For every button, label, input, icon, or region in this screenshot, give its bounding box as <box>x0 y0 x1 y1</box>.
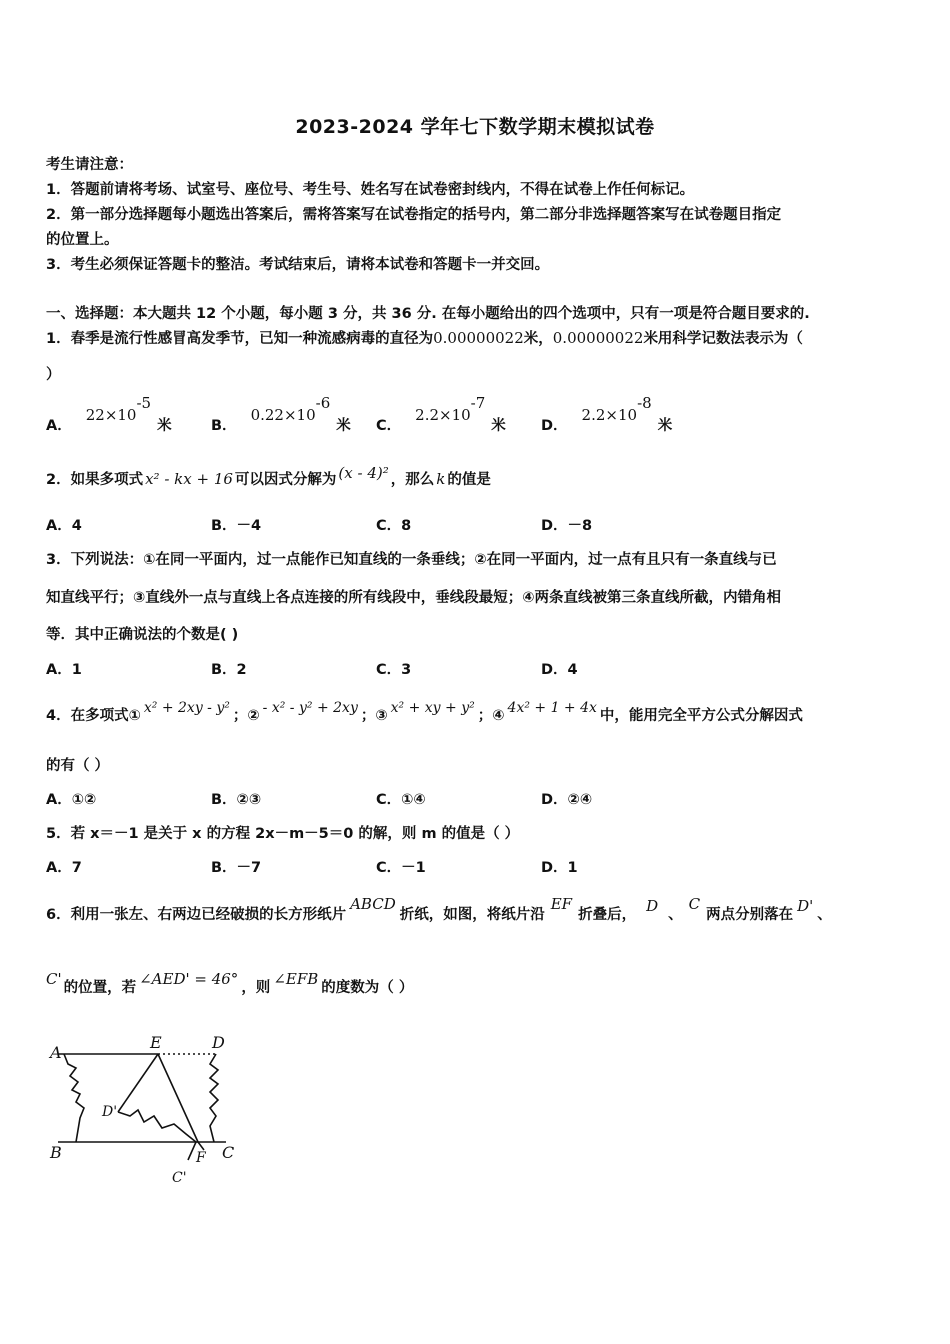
notice-item-2: 2．第一部分选择题每小题选出答案后，需将答案写在试卷指定的括号内，第二部分非选择题答案写在试卷题目指定 <box>46 207 782 223</box>
label-f: F <box>196 1150 206 1166</box>
left-torn-edge <box>64 1054 84 1142</box>
question-4: 4．在多项式① x² + 2xy - y² ；② - x² - y² + 2xy ；③ x² + xy + y² ；④ 4x² + 1 + 4x 中，能用完全平方公式分解因式 <box>46 700 803 724</box>
question-1-cont: ） <box>46 367 61 383</box>
notice-item-3: 3．考生必须保证答题卡的整洁。考试结束后，请将本试卷和答题卡一并交回。 <box>46 257 550 273</box>
question-3-line-2: 知直线平行；③直线外一点与直线上各点连接的所有线段中，垂线段最短；④两条直线被第三条直线所截，内错角相 <box>46 590 782 606</box>
q1-option-a: A．$22\times 10^{-5}$米 <box>46 394 172 434</box>
label-a: A <box>50 1043 62 1062</box>
q5-option-a: A．7 <box>46 860 82 876</box>
edge-fc-prime <box>188 1142 196 1160</box>
q2-option-c: C．8 <box>376 518 412 534</box>
label-d-prime: D' <box>102 1104 118 1120</box>
q2-option-b: B．－4 <box>211 518 262 534</box>
q5-option-b: B．－7 <box>211 860 262 876</box>
question-6: 6．利用一张左、右两边已经破损的长方形纸片ABCD折纸，如图，将纸片沿EF折叠后， D 、C两点分别落在 D' 、 <box>46 895 832 923</box>
page-title: 2023-2024 学年七下数学期末模拟试卷 <box>295 116 655 138</box>
q4-option-d: D．②④ <box>541 792 593 808</box>
q4-option-b: B．②③ <box>211 792 262 808</box>
question-5: 5．若 x＝－1 是关于 x 的方程 2x－m－5＝0 的解，则 m 的值是（ ） <box>46 826 520 842</box>
section-heading: 一、选择题：本大题共 12 个小题，每小题 3 分，共 36 分. 在每小题给出的四个选项中，只有一项是符合题目要求的. <box>46 306 810 322</box>
notice-item-2-cont: 的位置上。 <box>46 232 119 248</box>
q3-option-b: B．2 <box>211 662 247 678</box>
q1-option-c: C．$2.2\times 10^{-7}$米 <box>376 394 506 434</box>
question-4-cont: 的有（ ） <box>46 758 110 774</box>
question-3-line-3: 等．其中正确说法的个数是( ) <box>46 627 239 643</box>
label-b: B <box>50 1143 62 1162</box>
notice-item-1: 1．答题前请将考场、试室号、座位号、考生号、姓名写在试卷密封线内，不得在试卷上作任何标记。 <box>46 182 695 198</box>
folded-torn-edge <box>118 1110 196 1142</box>
question-1: 1．春季是流行性感冒高发季节，已知一种流感病毒的直径为0.00000022米，0.00000022米用科学记数法表示为（ <box>46 329 803 347</box>
question-3-line-1: 3．下列说法：①在同一平面内，过一点能作已知直线的一条垂线；②在同一平面内，过一点有且只有一条直线与已 <box>46 552 777 568</box>
right-torn-edge <box>210 1054 218 1142</box>
q3-option-a: A．1 <box>46 662 82 678</box>
q1-option-b: B．$0.22\times 10^{-6}$米 <box>211 394 351 434</box>
label-e: E <box>150 1033 162 1052</box>
label-c: C <box>222 1143 235 1162</box>
edge-ed-prime <box>118 1054 158 1112</box>
q5-option-c: C．－1 <box>376 860 426 876</box>
question-2: 2．如果多项式 x² - kx + 16 可以因式分解为 (x - 4)² ，那么 k 的值是 <box>46 464 491 488</box>
question-6-cont: C' 的位置，若 ∠AED' = 46° ，则 ∠EFB 的度数为（ ） <box>46 970 414 996</box>
edge-f-tick <box>198 1142 204 1150</box>
q4-option-c: C．①④ <box>376 792 426 808</box>
q3-option-d: D．4 <box>541 662 578 678</box>
label-d: D <box>212 1033 225 1052</box>
label-c-prime: C' <box>172 1170 187 1186</box>
q4-option-a: A．①② <box>46 792 97 808</box>
q2-option-d: D．－8 <box>541 518 593 534</box>
q5-option-d: D．1 <box>541 860 578 876</box>
q2-option-a: A．4 <box>46 518 82 534</box>
q3-option-c: C．3 <box>376 662 412 678</box>
fold-figure <box>46 1030 246 1190</box>
fold-line-ef <box>158 1054 198 1142</box>
q1-option-d: D．$2.2\times 10^{-8}$米 <box>541 394 673 434</box>
notice-heading: 考生请注意： <box>46 157 133 173</box>
